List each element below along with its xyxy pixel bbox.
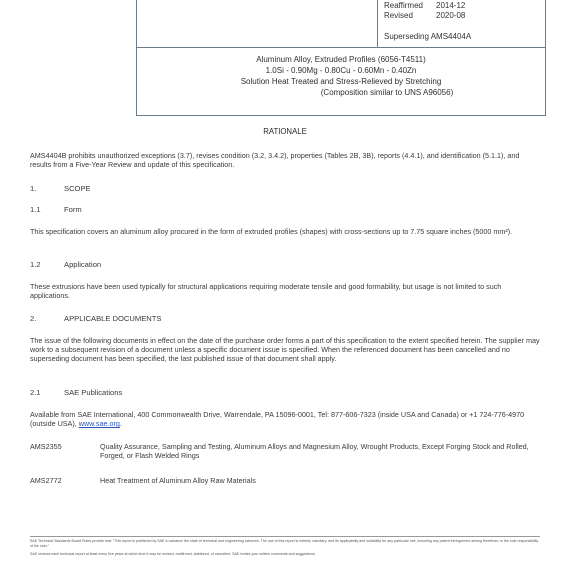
form-text: This specification covers an aluminum alloy procured in the form of extruded profiles (shapes) with cross-sections up to 7.75 square inches (5000 mm²).	[30, 227, 513, 236]
section-title: Form	[64, 205, 82, 214]
section-applicable-documents-heading	[30, 314, 540, 323]
section-number: 2.	[30, 314, 37, 323]
rationale-text: AMS4404B prohibits unauthorized exceptions (3.7), revises condition (3.2, 3.4.2), properties (Tables 2B, 3B), reports (4.4.1), and identification (5.1.1), and results from a Five-Year Review and update of this specification.	[30, 151, 520, 169]
reference-title: Heat Treatment of Aluminum Alloy Raw Materials	[100, 476, 256, 485]
footer-line-1: SAE Technical Standards Board Rules provide that: "This report is published by SAE to advance the state of technical and engineering sciences. The use of this report is entirely voluntary, and its applicability and suitability for any particular use, including any patent infringement arising therefrom, is the sole responsibility of the user."	[30, 539, 539, 548]
application-text: These extrusions have been used typically for structural applications requiring moderate tensile and good formability, but usage is not limited to such applications.	[30, 282, 502, 300]
title-line-1: Aluminum Alloy, Extruded Profiles (6056-T4511)	[256, 55, 426, 64]
reaffirmed-row	[384, 1, 471, 11]
section-title: SCOPE	[64, 184, 91, 193]
title-line-2: 1.0Si - 0.90Mg - 0.80Cu - 0.60Mn - 0.40Zn	[265, 66, 417, 75]
revised-label: Revised	[384, 11, 413, 20]
superseding-note: Superseding AMS4404A	[384, 32, 472, 41]
footer-divider	[30, 536, 540, 537]
section-number: 1.1	[30, 205, 41, 214]
section-number: 1.2	[30, 260, 41, 269]
revised-date: 2020-08	[436, 11, 466, 20]
reference-id: AMS2355	[30, 442, 62, 451]
reference-id: AMS2772	[30, 476, 62, 485]
section-number: 2.1	[30, 388, 41, 397]
section-scope-heading	[30, 184, 540, 193]
title-line-4: (Composition similar to UNS A96056)	[320, 88, 454, 97]
section-number: 1.	[30, 184, 37, 193]
reference-title: Quality Assurance, Sampling and Testing, Aluminum Alloys and Magnesium Alloy, Wrought Products, Except Forging Stock and Rolled, Forged, or Flash Welded Rings	[100, 442, 529, 460]
sae-website-link[interactable]: www.sae.org	[78, 419, 120, 428]
reference-ams2772	[30, 476, 540, 485]
header-box	[136, 0, 546, 116]
applicable-documents-text: The issue of the following documents in effect on the date of the purchase order forms a part of this specification to the extent specified herein. The supplier may work to a subsequent revision of a document unless a specific document issue is specified. When the referenced document has been cancelled and no superseding document has been specified, the last published issue of that document shall apply.	[30, 336, 540, 363]
sae-publications-text	[30, 410, 540, 428]
header-vertical-divider	[377, 0, 378, 47]
document-metadata	[384, 1, 471, 42]
section-form-heading	[30, 205, 540, 214]
reference-ams2355	[30, 442, 540, 460]
footer-notice	[30, 539, 540, 557]
section-title: SAE Publications	[64, 388, 123, 397]
sae-availability-end: .	[119, 419, 122, 428]
rationale-heading: RATIONALE	[263, 127, 307, 136]
sae-availability-text: Available from SAE International, 400 Commonwealth Drive, Warrendale, PA 15096-0001, Tel: 877-606-7323 (inside USA and Canada) or +1 724-776-4970 (outside USA),	[30, 410, 525, 428]
header-horizontal-divider	[137, 47, 545, 48]
reaffirmed-date: 2014-12	[436, 1, 466, 10]
revised-row	[384, 11, 471, 21]
section-sae-publications-heading	[30, 388, 540, 397]
document-title	[137, 54, 545, 98]
section-application-heading	[30, 260, 540, 269]
section-title: APPLICABLE DOCUMENTS	[64, 314, 162, 323]
reaffirmed-label: Reaffirmed	[384, 1, 423, 10]
footer-line-2: SAE reviews each technical report at least every five years at which time it may be revised, reaffirmed, stabilized, or cancelled. SAE invites your written comments and suggestions.	[30, 552, 316, 556]
section-title: Application	[64, 260, 102, 269]
title-line-3: Solution Heat Treated and Stress-Relieved by Stretching	[240, 77, 442, 86]
